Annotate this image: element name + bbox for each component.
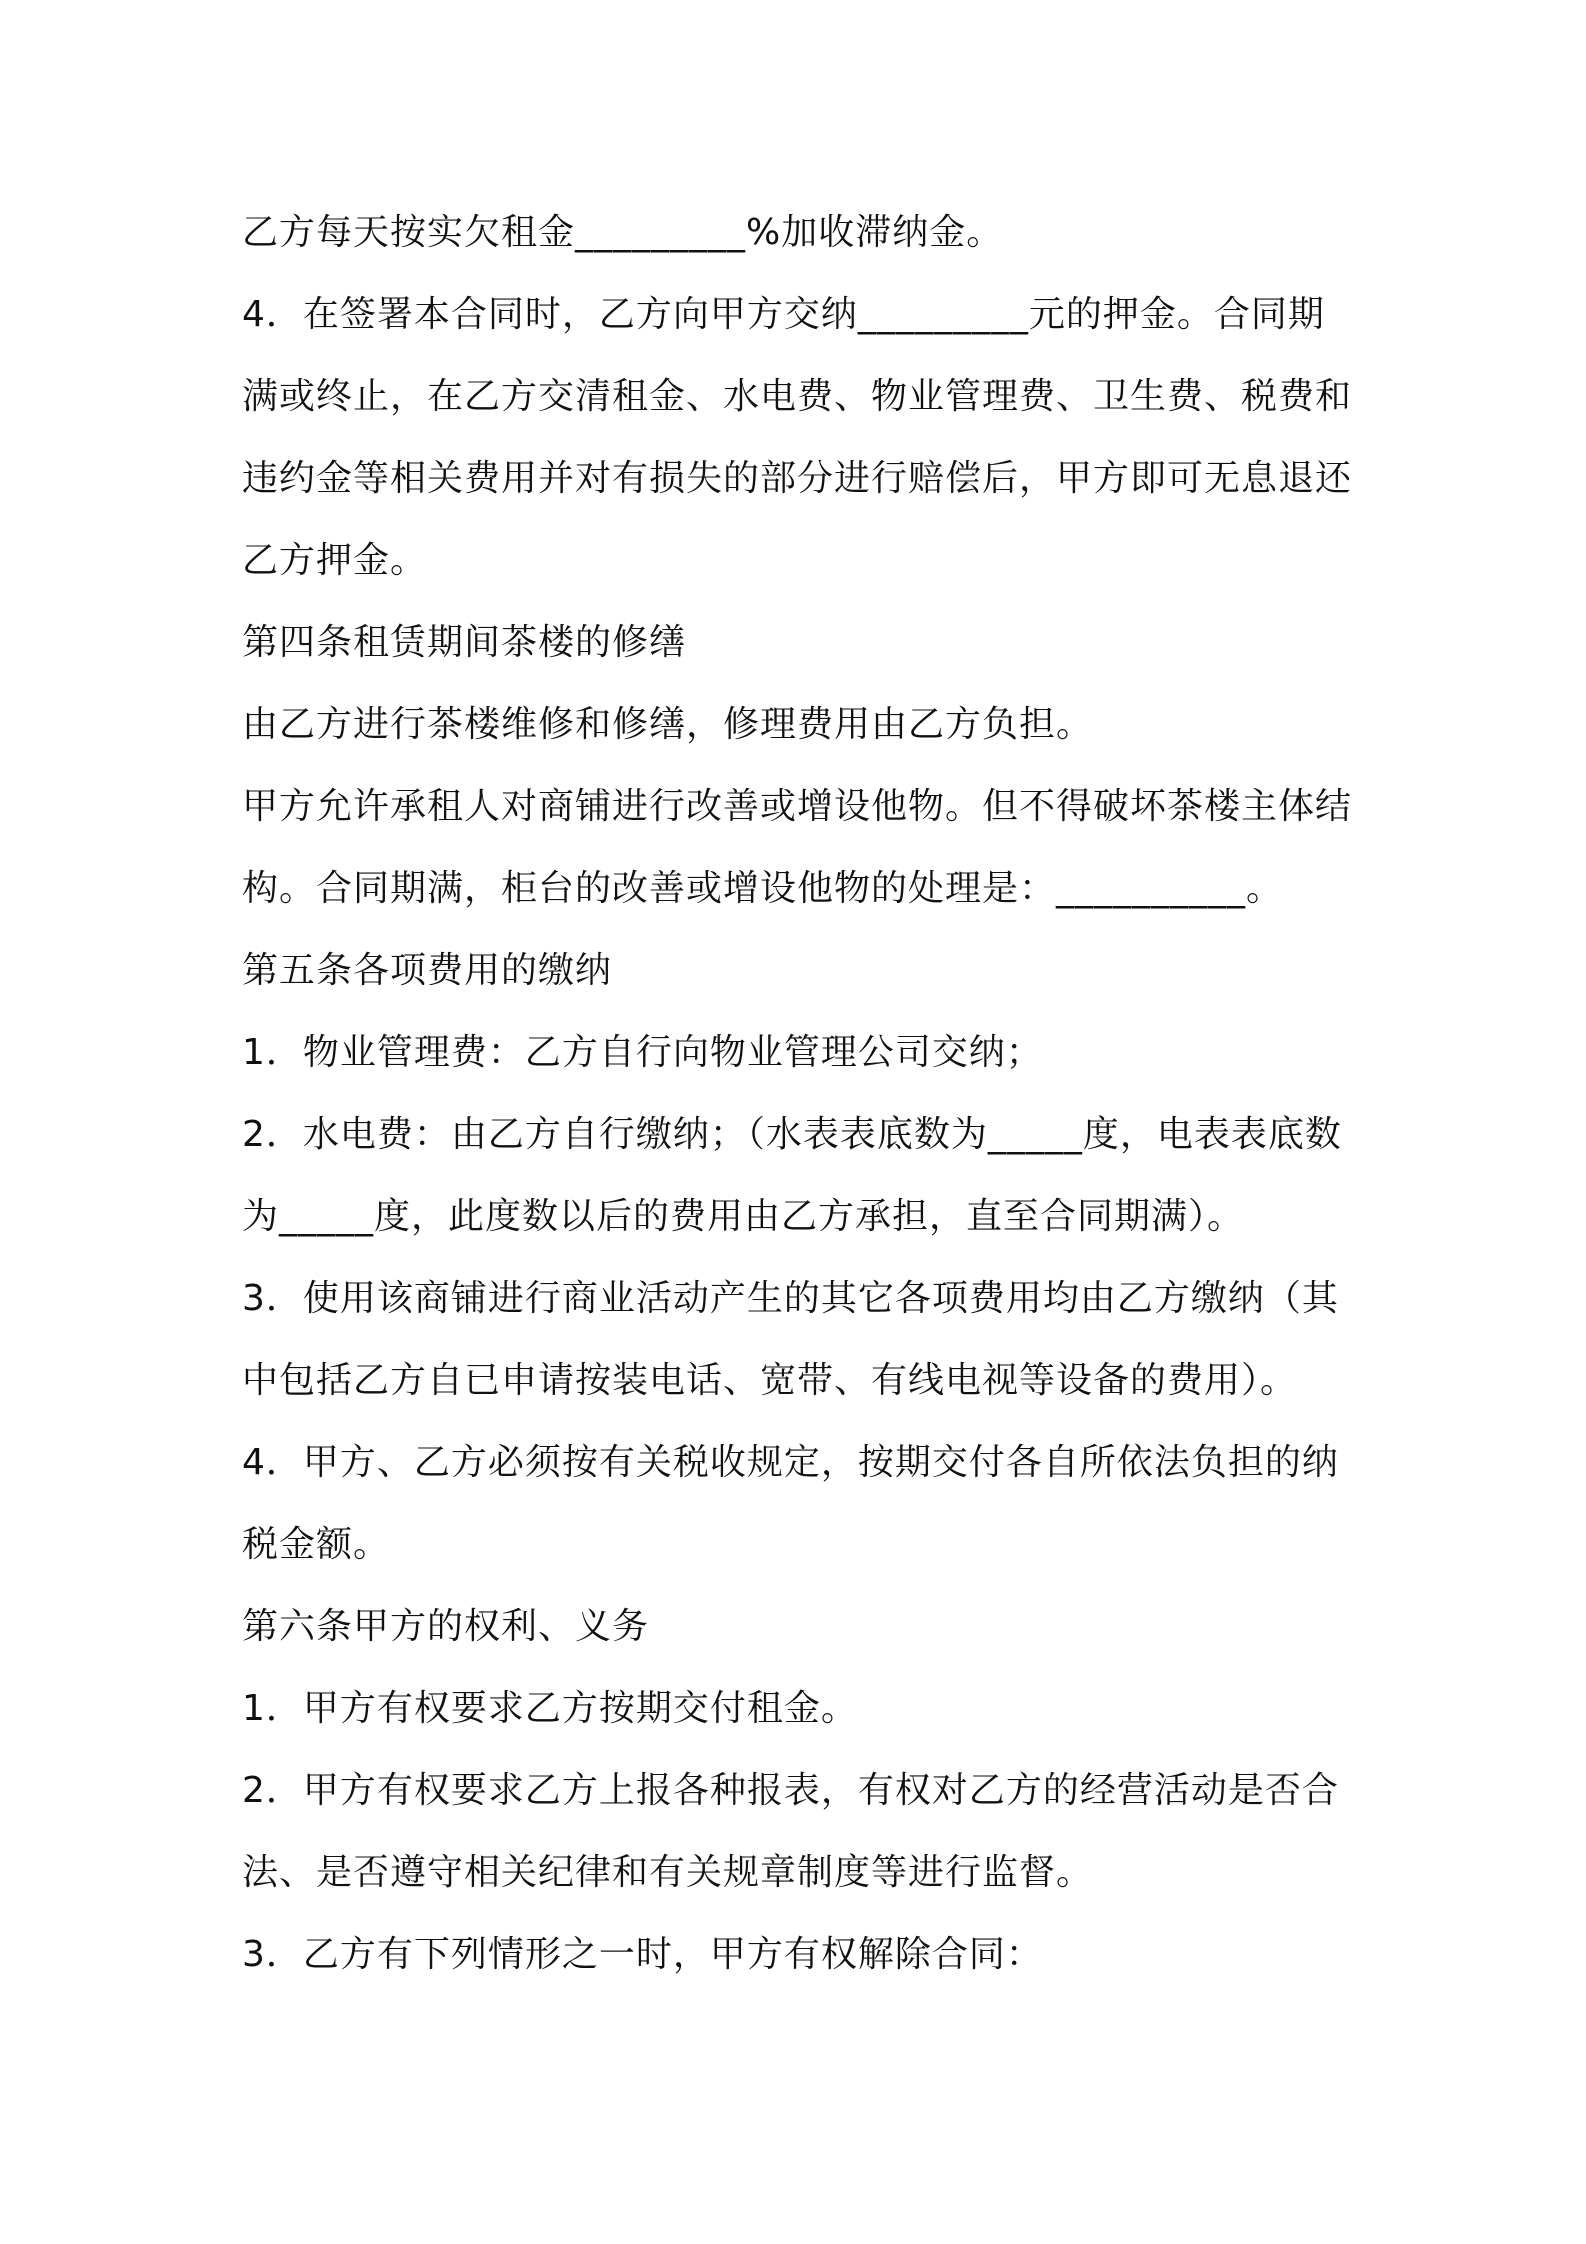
document-body (242, 192, 1362, 1996)
text-line-improvement: 甲方允许承租人对商铺进行改善或增设他物。但不得破坏茶楼主体结 (242, 786, 1353, 827)
text-line-repair: 由乙方进行茶楼维修和修缮，修理费用由乙方负担。 (242, 704, 1094, 745)
text-line-improvement-cont: 构。合同期满，柜台的改善或增设他物的处理是：__________。 (242, 868, 1284, 909)
text-line-property-fee: 1．物业管理费：乙方自行向物业管理公司交纳； (242, 1032, 1043, 1073)
text-line-deposit-cont-1: 满或终止，在乙方交清租金、水电费、物业管理费、卫生费、税费和 (242, 376, 1353, 417)
text-line-late-fee: 乙方每天按实欠租金_________%加收滞纳金。 (242, 212, 1004, 253)
section-heading-article-6: 第六条甲方的权利、义务 (242, 1606, 650, 1647)
text-line-other-fees-cont: 中包括乙方自已申请按装电话、宽带、有线电视等设备的费用）。 (242, 1360, 1298, 1401)
text-line-right-2-cont: 法、是否遵守相关纪律和有关规章制度等进行监督。 (242, 1852, 1094, 1893)
text-line-tax: 4．甲方、乙方必须按有关税收规定，按期交付各自所依法负担的纳 (242, 1442, 1339, 1483)
text-line-right-1: 1．甲方有权要求乙方按期交付租金。 (242, 1688, 858, 1729)
text-line-right-2: 2．甲方有权要求乙方上报各种报表，有权对乙方的经营活动是否合 (242, 1770, 1339, 1811)
text-line-deposit-cont-3: 乙方押金。 (242, 540, 428, 581)
text-line-utilities: 2．水电费：由乙方自行缴纳；（水表表底数为_____度，电表表底数 (242, 1114, 1342, 1155)
text-line-other-fees: 3．使用该商铺进行商业活动产生的其它各项费用均由乙方缴纳（其 (242, 1278, 1339, 1319)
text-line-right-3: 3．乙方有下列情形之一时，甲方有权解除合同： (242, 1934, 1043, 1975)
text-line-deposit: 4．在签署本合同时，乙方向甲方交纳_________元的押金。合同期 (242, 294, 1325, 335)
text-line-tax-cont: 税金额。 (242, 1524, 391, 1565)
section-heading-article-4: 第四条租赁期间茶楼的修缮 (242, 622, 687, 663)
text-line-utilities-cont: 为_____度，此度数以后的费用由乙方承担，直至合同期满）。 (242, 1196, 1245, 1237)
text-line-deposit-cont-2: 违约金等相关费用并对有损失的部分进行赔偿后，甲方即可无息退还 (242, 458, 1353, 499)
section-heading-article-5: 第五条各项费用的缴纳 (242, 950, 613, 991)
